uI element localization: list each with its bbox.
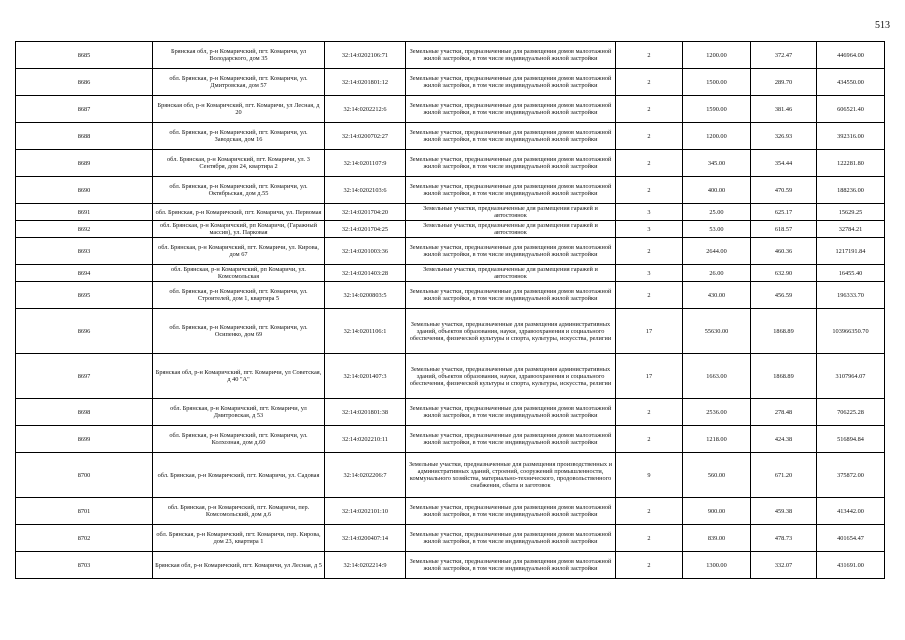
area-cell: 2536.00	[683, 399, 751, 426]
land-use-purpose-cell: Земельные участки, предназначенные для размещения домов малоэтажной жилой застройки, в том числе индивидуальной жилой застройки	[406, 42, 616, 69]
address-cell: обл. Брянская, р-н Комаричский, пгт. Комаричи, ул. Колхозная, дом д.60	[153, 426, 325, 453]
group-cell: 3	[616, 265, 683, 282]
cadastral-number-cell: 32:14:0202212:6	[325, 96, 406, 123]
table-row	[16, 69, 885, 96]
cadastral-number-cell: 32:14:0201107:9	[325, 150, 406, 177]
area-cell: 53.00	[683, 221, 751, 238]
land-use-purpose-cell: Земельные участки, предназначенные для размещения домов малоэтажной жилой застройки, в том числе индивидуальной жилой застройки	[406, 426, 616, 453]
row-number: 8690	[16, 177, 153, 204]
cadastral-value-cell: 446964.00	[817, 42, 885, 69]
row-number: 8685	[16, 42, 153, 69]
land-use-purpose-cell: Земельные участки, предназначенные для размещения домов малоэтажной жилой застройки, в том числе индивидуальной жилой застройки	[406, 123, 616, 150]
area-cell: 345.00	[683, 150, 751, 177]
cadastral-number-cell: 32:14:0202106:71	[325, 42, 406, 69]
specific-value-cell: 456.59	[751, 282, 817, 309]
table-row	[16, 498, 885, 525]
table-row	[16, 265, 885, 282]
address-cell: обл. Брянская, р-н Комаричский, пгт. Комаричи, ул Дмитровская, д 53	[153, 399, 325, 426]
specific-value-cell: 460.36	[751, 238, 817, 265]
land-use-purpose-cell: Земельные участки, предназначенные для размещения домов малоэтажной жилой застройки, в том числе индивидуальной жилой застройки	[406, 238, 616, 265]
address-cell: обл. Брянская, р-н Комаричский, рп Комаричи, ул. Комсомольская	[153, 265, 325, 282]
group-cell: 2	[616, 399, 683, 426]
specific-value-cell: 618.57	[751, 221, 817, 238]
row-number: 8697	[16, 354, 153, 399]
group-cell: 2	[616, 150, 683, 177]
row-number: 8692	[16, 221, 153, 238]
cadastral-number-cell: 32:14:0202214:9	[325, 552, 406, 579]
cadastral-value-cell: 434550.00	[817, 69, 885, 96]
address-cell: обл. Брянская, р-н Комаричский, пгт. Комаричи, пер. Кирова, дом 23, квартира 1	[153, 525, 325, 552]
cadastral-number-cell: 32:14:0201801:38	[325, 399, 406, 426]
land-use-purpose-cell: Земельные участки, предназначенные для размещения административных зданий, объектов образования, науки, здравоохранения и социального обеспечения, физической культуры и спорта, культуры, искусства, религии	[406, 354, 616, 399]
table-row	[16, 426, 885, 453]
land-use-purpose-cell: Земельные участки, предназначенные для размещения домов малоэтажной жилой застройки, в том числе индивидуальной жилой застройки	[406, 525, 616, 552]
cadastral-value-cell: 375872.00	[817, 453, 885, 498]
cadastral-value-cell: 1217191.84	[817, 238, 885, 265]
table-row	[16, 150, 885, 177]
area-cell: 1663.00	[683, 354, 751, 399]
cadastral-value-cell: 606521.40	[817, 96, 885, 123]
area-cell: 25.00	[683, 204, 751, 221]
cadastral-number-cell: 32:14:0200702:27	[325, 123, 406, 150]
address-cell: обл. Брянская, р-н Комаричский, пгт. Комаричи, ул. 3 Сентября, дом 24, квартира 2	[153, 150, 325, 177]
row-number: 8695	[16, 282, 153, 309]
group-cell: 3	[616, 221, 683, 238]
table-row	[16, 96, 885, 123]
cadastral-value-cell: 401654.47	[817, 525, 885, 552]
cadastral-value-cell: 122281.80	[817, 150, 885, 177]
address-cell: обл. Брянская, р-н Комаричский, пгт. Комаричи, пер. Комсомольский, дом д.6	[153, 498, 325, 525]
cadastral-value-cell: 413442.00	[817, 498, 885, 525]
address-cell: Брянская обл, р-н Комаричский, пгт. Комаричи, ул Лесная, д 5	[153, 552, 325, 579]
specific-value-cell: 326.93	[751, 123, 817, 150]
area-cell: 1500.00	[683, 69, 751, 96]
specific-value-cell: 470.59	[751, 177, 817, 204]
cadastral-value-cell: 431691.00	[817, 552, 885, 579]
cadastral-number-cell: 32:14:0201704:20	[325, 204, 406, 221]
specific-value-cell: 332.07	[751, 552, 817, 579]
land-use-purpose-cell: Земельные участки, предназначенные для размещения домов малоэтажной жилой застройки, в том числе индивидуальной жилой застройки	[406, 177, 616, 204]
area-cell: 560.00	[683, 453, 751, 498]
area-cell: 839.00	[683, 525, 751, 552]
land-use-purpose-cell: Земельные участки, предназначенные для размещения домов малоэтажной жилой застройки, в том числе индивидуальной жилой застройки	[406, 399, 616, 426]
cadastral-number-cell: 32:14:0202101:10	[325, 498, 406, 525]
area-cell: 1590.00	[683, 96, 751, 123]
cadastral-number-cell: 32:14:0201003:36	[325, 238, 406, 265]
land-use-purpose-cell: Земельные участки, предназначенные для размещения домов малоэтажной жилой застройки, в том числе индивидуальной жилой застройки	[406, 96, 616, 123]
area-cell: 900.00	[683, 498, 751, 525]
area-cell: 430.00	[683, 282, 751, 309]
group-cell: 17	[616, 309, 683, 354]
cadastral-value-cell: 392316.00	[817, 123, 885, 150]
land-use-purpose-cell: Земельные участки, предназначенные для размещения гаражей и автостоянок	[406, 221, 616, 238]
area-cell: 1200.00	[683, 42, 751, 69]
specific-value-cell: 372.47	[751, 42, 817, 69]
table-row	[16, 453, 885, 498]
group-cell: 2	[616, 498, 683, 525]
address-cell: обл. Брянская, р-н Комаричский, пгт. Комаричи, ул. Садовая	[153, 453, 325, 498]
row-number: 8700	[16, 453, 153, 498]
table-row	[16, 221, 885, 238]
address-cell: обл. Брянская, р-н Комаричский, рп Комаричи, (Гаражный массив), ул. Парковая	[153, 221, 325, 238]
cadastral-number-cell: 32:14:0202210:11	[325, 426, 406, 453]
land-use-purpose-cell: Земельные участки, предназначенные для размещения административных зданий, объектов образования, науки, здравоохранения и социального обеспечения, физической культуры и спорта, культуры, искусства, религии	[406, 309, 616, 354]
row-number: 8688	[16, 123, 153, 150]
cadastral-value-cell: 706225.28	[817, 399, 885, 426]
cadastral-value-cell: 3107964.07	[817, 354, 885, 399]
group-cell: 2	[616, 238, 683, 265]
group-cell: 17	[616, 354, 683, 399]
row-number: 8699	[16, 426, 153, 453]
table-row	[16, 525, 885, 552]
cadastral-number-cell: 32:14:0201106:1	[325, 309, 406, 354]
row-number: 8696	[16, 309, 153, 354]
row-number: 8689	[16, 150, 153, 177]
row-number: 8703	[16, 552, 153, 579]
cadastral-number-cell: 32:14:0201704:25	[325, 221, 406, 238]
group-cell: 2	[616, 123, 683, 150]
cadastral-number-cell: 32:14:0201801:12	[325, 69, 406, 96]
cadastral-value-cell: 516894.84	[817, 426, 885, 453]
area-cell: 1218.00	[683, 426, 751, 453]
row-number: 8693	[16, 238, 153, 265]
cadastral-number-cell: 32:14:0202103:6	[325, 177, 406, 204]
address-cell: Брянская обл, р-н Комаричский, пгт. Комаричи, ул Володарского, дом 35	[153, 42, 325, 69]
address-cell: обл. Брянская, р-н Комаричский, пгт. Комаричи, ул. Первомая	[153, 204, 325, 221]
cadastral-number-cell: 32:14:0200407:14	[325, 525, 406, 552]
table-row	[16, 354, 885, 399]
page-number: 513	[875, 20, 890, 31]
table-row	[16, 204, 885, 221]
land-registry-table	[15, 41, 885, 579]
specific-value-cell: 1868.89	[751, 309, 817, 354]
cadastral-number-cell: 32:14:0200803:5	[325, 282, 406, 309]
area-cell: 2644.00	[683, 238, 751, 265]
group-cell: 2	[616, 96, 683, 123]
address-cell: обл. Брянская, р-н Комаричский, пгт. Комаричи, ул. Кирова, дом 67	[153, 238, 325, 265]
row-number: 8702	[16, 525, 153, 552]
row-number: 8698	[16, 399, 153, 426]
cadastral-value-cell: 196333.70	[817, 282, 885, 309]
land-use-purpose-cell: Земельные участки, предназначенные для размещения домов малоэтажной жилой застройки, в том числе индивидуальной жилой застройки	[406, 282, 616, 309]
specific-value-cell: 381.46	[751, 96, 817, 123]
specific-value-cell: 625.17	[751, 204, 817, 221]
address-cell: Брянская обл, р-н Комаричский, пгт. Комаричи, ул Советская, д 40 "А"	[153, 354, 325, 399]
row-number: 8691	[16, 204, 153, 221]
group-cell: 2	[616, 177, 683, 204]
group-cell: 2	[616, 552, 683, 579]
table-row	[16, 399, 885, 426]
cadastral-value-cell: 103966350.70	[817, 309, 885, 354]
cadastral-value-cell: 15629.25	[817, 204, 885, 221]
group-cell: 3	[616, 204, 683, 221]
group-cell: 2	[616, 69, 683, 96]
group-cell: 2	[616, 426, 683, 453]
table-row	[16, 177, 885, 204]
row-number: 8687	[16, 96, 153, 123]
cadastral-number-cell: 32:14:0201403:28	[325, 265, 406, 282]
cadastral-value-cell: 16455.40	[817, 265, 885, 282]
land-use-purpose-cell: Земельные участки, предназначенные для размещения гаражей и автостоянок	[406, 265, 616, 282]
specific-value-cell: 278.48	[751, 399, 817, 426]
group-cell: 2	[616, 282, 683, 309]
cadastral-value-cell: 188236.00	[817, 177, 885, 204]
specific-value-cell: 1868.89	[751, 354, 817, 399]
address-cell: Брянская обл, р-н Комаричский, пгт. Комаричи, ул Лесная, д 20	[153, 96, 325, 123]
cadastral-value-cell: 32784.21	[817, 221, 885, 238]
cadastral-number-cell: 32:14:0202206:7	[325, 453, 406, 498]
cadastral-number-cell: 32:14:0201407:3	[325, 354, 406, 399]
row-number: 8694	[16, 265, 153, 282]
land-use-purpose-cell: Земельные участки, предназначенные для размещения домов малоэтажной жилой застройки, в том числе индивидуальной жилой застройки	[406, 150, 616, 177]
address-cell: обл. Брянская, р-н Комаричский, пгт. Комаричи, ул. Строителей, дом 1, квартира 5	[153, 282, 325, 309]
specific-value-cell: 289.70	[751, 69, 817, 96]
group-cell: 9	[616, 453, 683, 498]
area-cell: 1200.00	[683, 123, 751, 150]
address-cell: обл. Брянская, р-н Комаричский, пгт. Комаричи, ул. Дмитровская, дом 57	[153, 69, 325, 96]
table-row	[16, 552, 885, 579]
row-number: 8686	[16, 69, 153, 96]
specific-value-cell: 459.38	[751, 498, 817, 525]
specific-value-cell: 354.44	[751, 150, 817, 177]
row-number: 8701	[16, 498, 153, 525]
specific-value-cell: 478.73	[751, 525, 817, 552]
area-cell: 1300.00	[683, 552, 751, 579]
table-row	[16, 309, 885, 354]
area-cell: 55630.00	[683, 309, 751, 354]
group-cell: 2	[616, 525, 683, 552]
address-cell: обл. Брянская, р-н Комаричский, пгт. Комаричи, ул. Заводская, дом 16	[153, 123, 325, 150]
group-cell: 2	[616, 42, 683, 69]
specific-value-cell: 424.38	[751, 426, 817, 453]
table-row	[16, 238, 885, 265]
table-row	[16, 282, 885, 309]
table-row	[16, 42, 885, 69]
address-cell: обл. Брянская, р-н Комаричский, пгт. Комаричи, ул. Осипенко, дом 69	[153, 309, 325, 354]
area-cell: 26.00	[683, 265, 751, 282]
specific-value-cell: 632.90	[751, 265, 817, 282]
land-use-purpose-cell: Земельные участки, предназначенные для размещения производственных и административных зданий, строений, сооружений промышленности, коммунального хозяйства, материально-технического, продовольственного снабжения, сбыта и заготовок	[406, 453, 616, 498]
land-use-purpose-cell: Земельные участки, предназначенные для размещения домов малоэтажной жилой застройки, в том числе индивидуальной жилой застройки	[406, 69, 616, 96]
land-use-purpose-cell: Земельные участки, предназначенные для размещения домов малоэтажной жилой застройки, в том числе индивидуальной жилой застройки	[406, 552, 616, 579]
specific-value-cell: 671.20	[751, 453, 817, 498]
land-use-purpose-cell: Земельные участки, предназначенные для размещения домов малоэтажной жилой застройки, в том числе индивидуальной жилой застройки	[406, 498, 616, 525]
table-row	[16, 123, 885, 150]
land-use-purpose-cell: Земельные участки, предназначенные для размещения гаражей и автостоянок	[406, 204, 616, 221]
address-cell: обл. Брянская, р-н Комаричский, пгт. Комаричи, ул. Октябрьская, дом д.55	[153, 177, 325, 204]
area-cell: 400.00	[683, 177, 751, 204]
